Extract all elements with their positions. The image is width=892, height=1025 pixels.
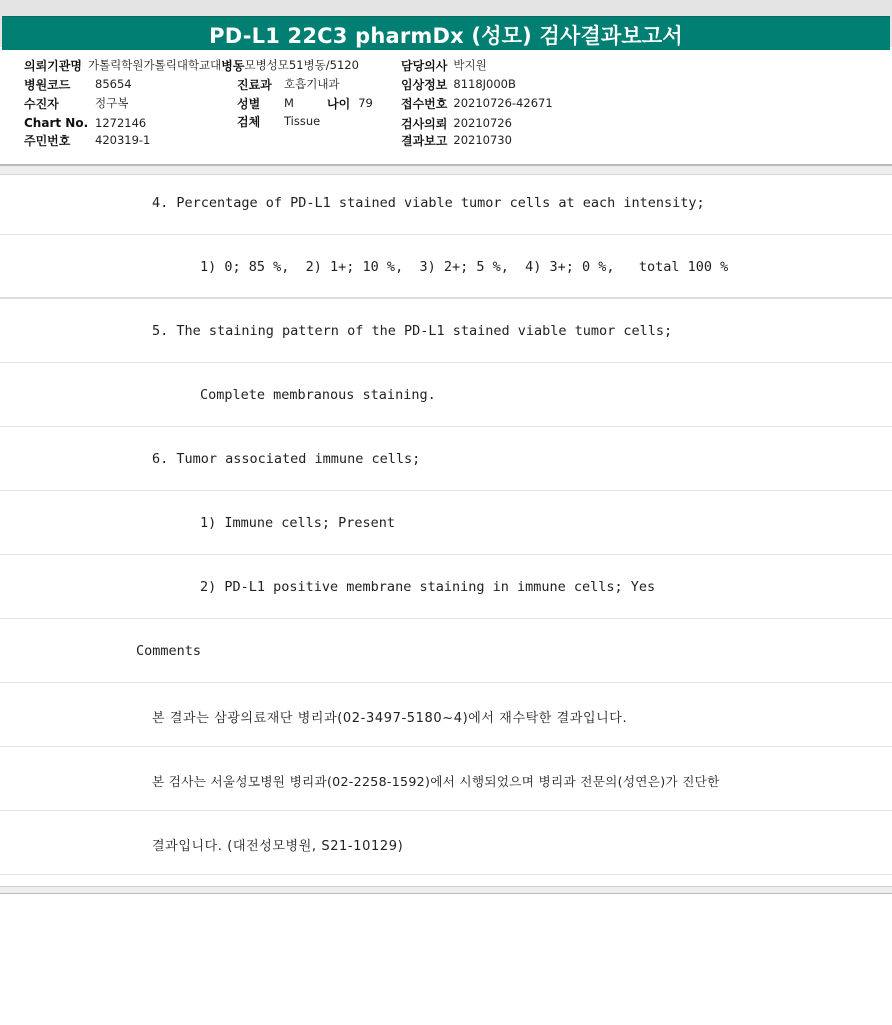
age-field bbox=[327, 94, 373, 112]
request-value: 20210726 bbox=[453, 116, 512, 130]
line-text: 본 검사는 서울성모병원 병리과(02-2258-1592)에서 시행되었으며 병리과 전문의(성연은)가 진단한 bbox=[152, 774, 720, 789]
report-line bbox=[0, 299, 892, 363]
chart-value: 1272146 bbox=[95, 116, 147, 130]
hospital-code-field bbox=[24, 75, 132, 93]
report-body bbox=[0, 171, 892, 875]
department-label: 진료과 bbox=[237, 77, 272, 92]
report-line bbox=[0, 171, 892, 235]
clinical-info-label: 임상정보 bbox=[401, 77, 448, 92]
sex-label: 성별 bbox=[237, 96, 261, 111]
footer-divider bbox=[0, 886, 892, 894]
comments-heading: Comments bbox=[136, 643, 202, 659]
hospital-code-label: 병원코드 bbox=[24, 77, 71, 92]
title-bar bbox=[0, 0, 892, 47]
line-text: 결과입니다. (대전성모병원, S21-10129) bbox=[152, 839, 404, 854]
sex-field bbox=[237, 94, 294, 112]
report-title: PD-L1 22C3 pharmDx (성모) 검사결과보고서 bbox=[2, 16, 890, 54]
patient-value: 정구복 bbox=[95, 96, 129, 110]
line-text: Complete membranous staining. bbox=[200, 387, 436, 403]
request-field bbox=[401, 114, 512, 132]
receipt-no-field bbox=[401, 94, 553, 112]
age-value: 79 bbox=[358, 96, 373, 110]
clinical-info-field bbox=[401, 75, 516, 93]
report-line bbox=[0, 747, 892, 811]
report-date-field bbox=[401, 131, 512, 149]
receipt-no-label: 접수번호 bbox=[401, 96, 448, 111]
institution-value: 가톨릭학원가톨릭대학교대 bbox=[87, 58, 222, 72]
institution-label: 의뢰기관명 bbox=[24, 58, 82, 73]
receipt-no-value: 20210726-42671 bbox=[453, 96, 553, 110]
report-line bbox=[0, 235, 892, 299]
clinical-info-value: 8118J000B bbox=[453, 77, 516, 91]
report-line bbox=[0, 555, 892, 619]
report-line bbox=[0, 363, 892, 427]
request-label: 검사의뢰 bbox=[401, 116, 448, 131]
report-line bbox=[0, 619, 892, 683]
line-text: 2) PD-L1 positive membrane staining in immune cells; Yes bbox=[200, 579, 656, 595]
patient-label: 수진자 bbox=[24, 96, 59, 111]
report-header bbox=[0, 50, 892, 166]
report-date-value: 20210730 bbox=[453, 133, 512, 147]
ward-value: 모병성모51병동/5120 bbox=[244, 58, 359, 72]
doctor-value: 박지원 bbox=[453, 58, 487, 72]
age-label: 나이 bbox=[327, 96, 351, 111]
sex-value: M bbox=[284, 96, 294, 110]
patient-field bbox=[24, 94, 128, 112]
report-line bbox=[0, 811, 892, 875]
line-text: 1) Immune cells; Present bbox=[200, 515, 396, 531]
report-line bbox=[0, 427, 892, 491]
hospital-code-value: 85654 bbox=[95, 77, 132, 91]
report-date-label: 결과보고 bbox=[401, 133, 448, 148]
doctor-field bbox=[401, 56, 487, 74]
specimen-field bbox=[237, 112, 320, 130]
department-value: 호흡기내과 bbox=[284, 77, 340, 91]
doctor-label: 담당의사 bbox=[401, 58, 448, 73]
specimen-value: Tissue bbox=[284, 114, 321, 128]
department-field bbox=[237, 75, 340, 93]
ssn-value: 420319-1 bbox=[95, 133, 151, 147]
specimen-label: 검체 bbox=[237, 114, 261, 129]
ssn-field bbox=[24, 131, 150, 149]
ward-label: 병동 bbox=[221, 58, 245, 73]
line-text: 5. The staining pattern of the PD-L1 stained viable tumor cells; bbox=[152, 323, 673, 339]
ssn-label: 주민번호 bbox=[24, 133, 71, 148]
line-text: 6. Tumor associated immune cells; bbox=[152, 451, 421, 467]
line-text: 4. Percentage of PD-L1 stained viable tumor cells at each intensity; bbox=[152, 195, 705, 211]
line-text: 본 결과는 삼광의료재단 병리과(02-3497-5180~4)에서 재수탁한 결과입니다. bbox=[152, 711, 628, 726]
institution-field bbox=[24, 56, 359, 74]
chart-label: Chart No. bbox=[24, 116, 89, 130]
report-line bbox=[0, 683, 892, 747]
chart-field bbox=[24, 114, 146, 132]
line-text: 1) 0; 85 %, 2) 1+; 10 %, 3) 2+; 5 %, 4) 3+; 0 %, total 100 % bbox=[200, 259, 729, 275]
report-line bbox=[0, 491, 892, 555]
